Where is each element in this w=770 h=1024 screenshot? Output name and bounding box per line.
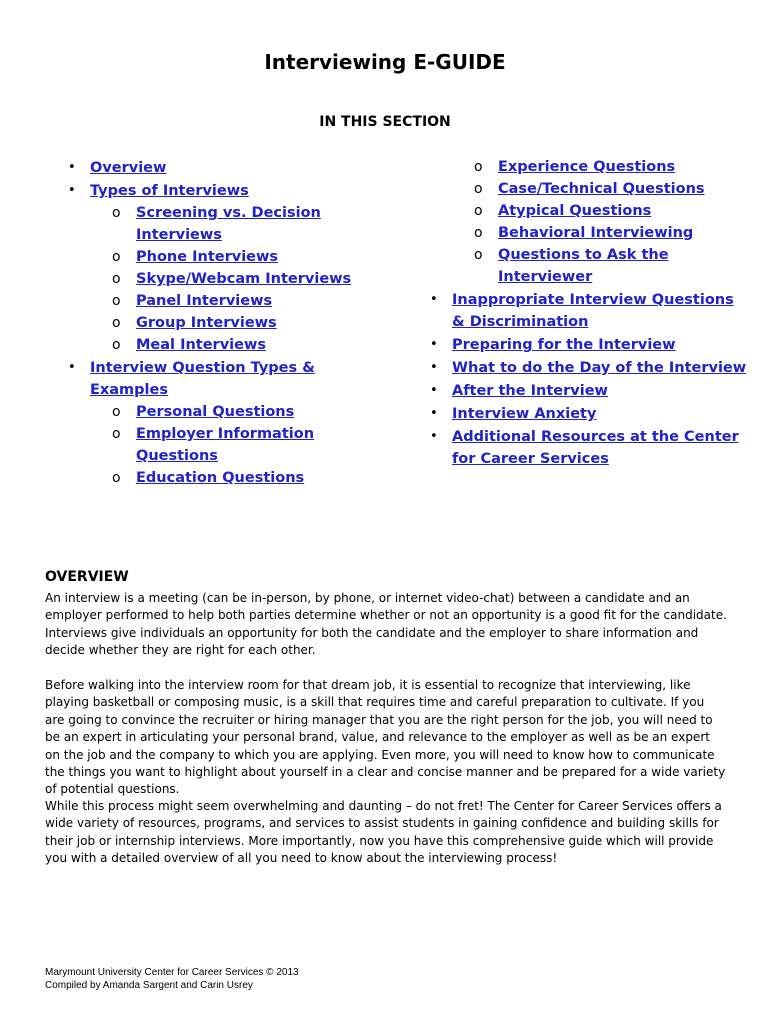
toc-link[interactable]: Employer Information Questions xyxy=(136,426,315,464)
toc-link[interactable]: Group Interviews xyxy=(136,315,277,331)
toc-item xyxy=(66,334,366,356)
circle-bullet-icon: o xyxy=(112,337,121,353)
circle-bullet-icon: o xyxy=(474,181,483,197)
toc-link[interactable]: Skype/Webcam Interviews xyxy=(136,271,352,287)
toc-item xyxy=(66,290,366,312)
toc-item xyxy=(428,222,748,244)
footer xyxy=(45,966,299,992)
circle-bullet-icon: o xyxy=(112,404,121,420)
circle-bullet-icon: o xyxy=(112,249,121,265)
circle-bullet-icon: o xyxy=(112,205,121,221)
toc-item xyxy=(428,334,748,356)
bullet-icon: • xyxy=(430,337,438,352)
toc-item xyxy=(428,380,748,402)
toc-link[interactable]: Interview Question Types & Examples xyxy=(90,360,315,398)
bullet-icon: • xyxy=(68,360,76,375)
toc-item xyxy=(66,180,366,202)
toc-item xyxy=(428,244,748,288)
toc-item xyxy=(428,289,748,333)
overview-paragraph: While this process might seem overwhelming and daunting – do not fret! The Center for Career Services offers a wide variety of resources, programs, and services to assist students in gaining confidence and building skills for their job or internship interviews. More importantly, now you have this comprehensive guide which will provide you with a detailed overview of all you need to know about the interviewing process! xyxy=(45,799,722,866)
bullet-icon: • xyxy=(430,383,438,398)
toc-item xyxy=(66,357,366,401)
circle-bullet-icon: o xyxy=(112,271,121,287)
overview-paragraph: Before walking into the interview room for that dream job, it is essential to recognize that interviewing, like playing basketball or composing music, is a skill that requires time and careful preparation to cultivate. If you are going to convince the recruiter or hiring manager that you are the right person for the job, you will need to be an expert in articulating your personal brand, value, and relevance to the employer as well as be an expert on the job and the company to which you are applying. Even more, you will need to know how to communicate the things you want to highlight about yourself in a clear and concise manner and be prepared for a wide variety of potential questions. xyxy=(45,678,726,797)
toc-link[interactable]: Experience Questions xyxy=(498,159,676,175)
toc-item xyxy=(428,357,748,379)
toc-left-column xyxy=(66,156,366,489)
section-heading: IN THIS SECTION xyxy=(319,114,451,130)
toc-item xyxy=(66,202,366,246)
toc-link[interactable]: Additional Resources at the Center for Career Services xyxy=(452,429,739,467)
overview-paragraph: An interview is a meeting (can be in-person, by phone, or internet video-chat) between a candidate and an employer performed to help both parties determine whether or not an opportunity is a good fit for the candidate. Interviews give individuals an opportunity for both the candidate and the employer to share information and decide whether they are right for each other. xyxy=(45,591,727,658)
circle-bullet-icon: o xyxy=(112,293,121,309)
overview-heading: OVERVIEW xyxy=(45,569,129,585)
bullet-icon: • xyxy=(430,429,438,444)
toc-item xyxy=(428,403,748,425)
toc-link[interactable]: Atypical Questions xyxy=(498,203,652,219)
circle-bullet-icon: o xyxy=(474,225,483,241)
circle-bullet-icon: o xyxy=(112,470,121,486)
footer-copyright: Marymount University Center for Career Services © 2013 xyxy=(45,967,299,978)
toc-item xyxy=(66,423,366,467)
toc-link[interactable]: Phone Interviews xyxy=(136,249,279,265)
toc-item xyxy=(428,156,748,178)
bullet-icon: • xyxy=(68,160,76,175)
toc-item xyxy=(66,401,366,423)
toc-link[interactable]: Questions to Ask the Interviewer xyxy=(498,247,669,285)
toc-item xyxy=(66,268,366,290)
circle-bullet-icon: o xyxy=(474,247,483,263)
toc-right-column xyxy=(428,156,748,470)
toc-item xyxy=(428,200,748,222)
page-title: Interviewing E-GUIDE xyxy=(264,50,506,74)
toc-item xyxy=(66,312,366,334)
circle-bullet-icon: o xyxy=(474,159,483,175)
toc-link[interactable]: Panel Interviews xyxy=(136,293,273,309)
toc-link[interactable]: Interview Anxiety xyxy=(452,406,597,422)
bullet-icon: • xyxy=(68,183,76,198)
toc-item xyxy=(66,467,366,489)
bullet-icon: • xyxy=(430,360,438,375)
toc-item xyxy=(66,246,366,268)
circle-bullet-icon: o xyxy=(112,315,121,331)
toc-link[interactable]: Preparing for the Interview xyxy=(452,337,676,353)
toc-link[interactable]: Behavioral Interviewing xyxy=(498,225,694,241)
toc-link[interactable]: Education Questions xyxy=(136,470,305,486)
bullet-icon: • xyxy=(430,292,438,307)
toc-link[interactable]: What to do the Day of the Interview xyxy=(452,360,747,376)
toc-link[interactable]: Personal Questions xyxy=(136,404,295,420)
toc-link[interactable]: Screening vs. Decision Interviews xyxy=(136,205,321,243)
circle-bullet-icon: o xyxy=(474,203,483,219)
toc-item xyxy=(428,426,748,470)
toc-link[interactable]: After the Interview xyxy=(452,383,608,399)
toc-item xyxy=(66,157,366,179)
bullet-icon: • xyxy=(430,406,438,421)
toc-link[interactable]: Case/Technical Questions xyxy=(498,181,705,197)
circle-bullet-icon: o xyxy=(112,426,121,442)
footer-credits: Compiled by Amanda Sargent and Carin Usrey xyxy=(45,980,253,991)
toc-link[interactable]: Overview xyxy=(90,160,167,176)
toc-item xyxy=(428,178,748,200)
toc-link[interactable]: Inappropriate Interview Questions & Discrimination xyxy=(452,292,734,330)
toc-link[interactable]: Meal Interviews xyxy=(136,337,266,353)
toc-link[interactable]: Types of Interviews xyxy=(90,183,249,199)
